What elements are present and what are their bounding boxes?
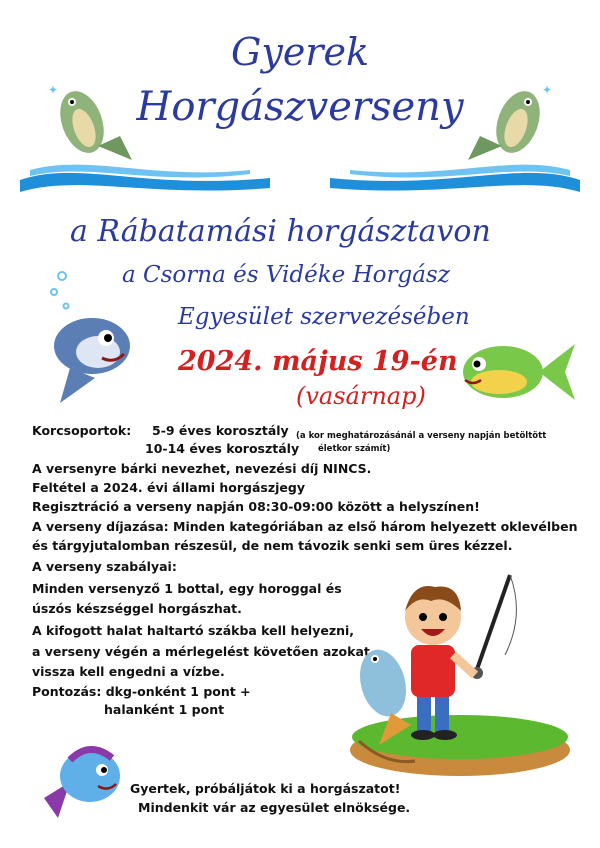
event-date: 2024. május 19-én <box>178 346 458 377</box>
location-line1: a Rábatamási horgásztavon <box>70 214 491 249</box>
cartoon-fish-green-icon <box>455 330 580 405</box>
age-group-2: 10-14 éves korosztály <box>145 441 300 456</box>
title-line1: Gyerek <box>231 30 369 74</box>
rule1-line1: Minden versenyző 1 bottal, egy horoggal és <box>32 581 342 596</box>
footer-line2: Mindenkit vár az egyesület elnöksége. <box>138 800 411 815</box>
location-line2: a Csorna és Vidéke Horgász <box>122 262 450 288</box>
age-note-line1: (a kor meghatározásánál a verseny napján betöltött <box>296 431 547 441</box>
cartoon-fish-purple-icon <box>40 738 125 823</box>
event-day: (vasárnap) <box>296 382 426 410</box>
score-line1: Pontozás: dkg-onként 1 pont + <box>32 684 251 699</box>
cartoon-fish-blue-icon <box>40 268 135 408</box>
rule2-line3: vissza kell engedni a vízbe. <box>32 664 225 679</box>
age-group-1: 5-9 éves korosztály <box>152 423 289 438</box>
boy-fishing-illustration <box>335 565 585 790</box>
prizes-line1: A verseny díjazása: Minden kategóriában az első három helyezett oklevélben <box>32 519 578 534</box>
rules-title: A verseny szabályai: <box>32 559 177 574</box>
rule2-line2: a verseny végén a mérlegelést követően azokat <box>32 644 370 659</box>
title-line2: Horgászverseny <box>136 84 464 130</box>
location-line3: Egyesület szervezésében <box>178 304 470 330</box>
entry-text: A versenyre bárki nevezhet, nevezési díj NINCS. <box>32 461 372 476</box>
svg-text:✦: ✦ <box>48 83 59 97</box>
age-note-line2: életkor számít) <box>318 444 391 454</box>
rule2-line1: A kifogott halat haltartó szákba kell helyezni, <box>32 623 355 638</box>
rule1-line2: úszós készséggel horgászhat. <box>32 601 242 616</box>
condition-text: Feltétel a 2024. évi állami horgászjegy <box>32 480 305 495</box>
registration-text: Regisztráció a verseny napján 08:30-09:00 között a helyszínen! <box>32 499 480 514</box>
svg-text:✦: ✦ <box>542 83 553 97</box>
prizes-line2: és tárgyjutalomban részesül, de nem távozik senki sem üres kézzel. <box>32 538 513 553</box>
footer-line1: Gyertek, próbáljátok ki a horgászatot! <box>130 781 401 796</box>
age-groups-label: Korcsoportok: <box>32 423 132 438</box>
score-line2: halanként 1 pont <box>104 702 225 717</box>
